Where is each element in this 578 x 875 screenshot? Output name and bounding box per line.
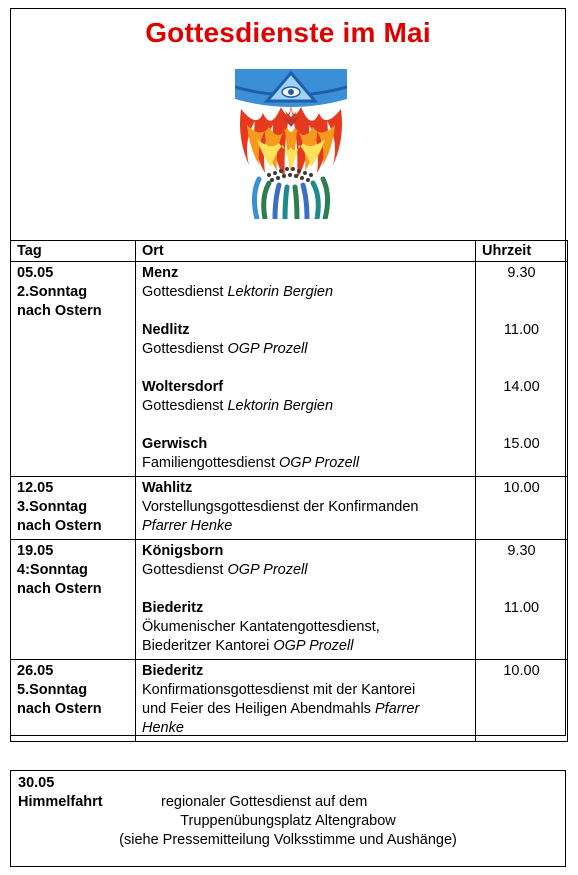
day-cell (11, 540, 136, 660)
officiant: OGP Prozell (227, 341, 308, 357)
service-description (142, 397, 469, 416)
service-description (142, 637, 469, 656)
service-time: 11.00 (503, 322, 540, 338)
service-time: 11.00 (503, 600, 540, 616)
page-title: Gottesdienste im Mai (145, 17, 431, 48)
service-time: 14.00 (503, 379, 540, 395)
place-name: Nedlitz (142, 322, 190, 338)
officiant: Pfarrer (374, 701, 420, 717)
ascension-line-2: Truppenübungsplatz Altengrabow (180, 813, 396, 829)
service-kind: Vorstellungsgottesdienst der Konfirmanden (142, 499, 419, 515)
service-kind: Gottesdienst (142, 398, 224, 414)
table-row (11, 262, 568, 477)
day-cell (11, 262, 136, 477)
officiant: Pfarrer Henke (142, 518, 233, 534)
officiant: Lektorin Bergien (227, 398, 334, 414)
table-row (11, 540, 568, 660)
place-cell (136, 477, 476, 540)
ascension-box (10, 770, 566, 867)
time-cell (476, 477, 568, 540)
service-kind: Familiengottesdienst (142, 455, 275, 471)
sunday-name-suffix: nach Ostern (17, 701, 102, 717)
place-name: Woltersdorf (142, 379, 224, 395)
sunday-name: 3.Sonntag (17, 499, 88, 515)
sunday-name-suffix: nach Ostern (17, 303, 102, 319)
time-cell (476, 660, 568, 742)
ascension-date: 30.05 (18, 775, 55, 791)
place-name: Biederitz (142, 663, 204, 679)
service-description (142, 700, 469, 719)
officiant: Lektorin Bergien (227, 284, 334, 300)
place-cell (136, 262, 476, 477)
table-header-row (11, 241, 568, 262)
place-cell (136, 660, 476, 742)
pentecost-illustration (235, 69, 347, 219)
service-description (142, 561, 469, 580)
ascension-line-1: regionaler Gottesdienst auf dem (161, 794, 368, 810)
service-time: 10.00 (503, 480, 540, 496)
service-kind: Gottesdienst (142, 284, 224, 300)
time-cell (476, 540, 568, 660)
service-date: 05.05 (17, 265, 54, 281)
service-kind-continued: Biederitzer Kantorei (142, 638, 270, 654)
table-row (11, 660, 568, 742)
officiant-continued: Henke (142, 720, 184, 736)
place-name: Königsborn (142, 543, 224, 559)
service-time: 9.30 (507, 543, 536, 559)
service-kind: Ökumenischer Kantatengottesdienst, (142, 619, 380, 635)
service-date: 19.05 (17, 543, 54, 559)
column-header-uhrzeit: Uhrzeit (476, 241, 568, 262)
service-schedule-table (10, 240, 568, 742)
service-kind: Gottesdienst (142, 341, 224, 357)
sunday-name-suffix: nach Ostern (17, 581, 102, 597)
service-date: 12.05 (17, 480, 54, 496)
service-time: 15.00 (503, 436, 540, 452)
column-header-ort: Ort (136, 241, 476, 262)
place-cell (136, 540, 476, 660)
ascension-line-3: (siehe Pressemitteilung Volksstimme und Aushänge) (119, 832, 457, 848)
service-kind: Gottesdienst (142, 562, 224, 578)
place-name: Menz (142, 265, 179, 281)
sunday-name: 5.Sonntag (17, 682, 88, 698)
sunday-name: 2.Sonntag (17, 284, 88, 300)
day-cell (11, 477, 136, 540)
place-name: Wahlitz (142, 480, 193, 496)
column-header-tag: Tag (11, 241, 136, 262)
officiant: OGP Prozell (279, 455, 360, 471)
service-time: 9.30 (507, 265, 536, 281)
service-description (142, 454, 469, 473)
service-date: 26.05 (17, 663, 54, 679)
table-row (11, 477, 568, 540)
schedule-frame (10, 8, 566, 736)
service-description (142, 283, 469, 302)
time-cell (476, 262, 568, 477)
service-kind-continued: und Feier des Heiligen Abendmahls (142, 701, 371, 717)
place-name: Gerwisch (142, 436, 208, 452)
day-cell (11, 660, 136, 742)
officiant: OGP Prozell (227, 562, 308, 578)
ascension-name: Himmelfahrt (18, 794, 103, 810)
sunday-name-suffix: nach Ostern (17, 518, 102, 534)
place-name: Biederitz (142, 600, 204, 616)
service-time: 10.00 (503, 663, 540, 679)
service-kind: Konfirmationsgottesdienst mit der Kantorei (142, 682, 416, 698)
officiant: OGP Prozell (273, 638, 354, 654)
sunday-name: 4:Sonntag (17, 562, 88, 578)
service-description (142, 340, 469, 359)
